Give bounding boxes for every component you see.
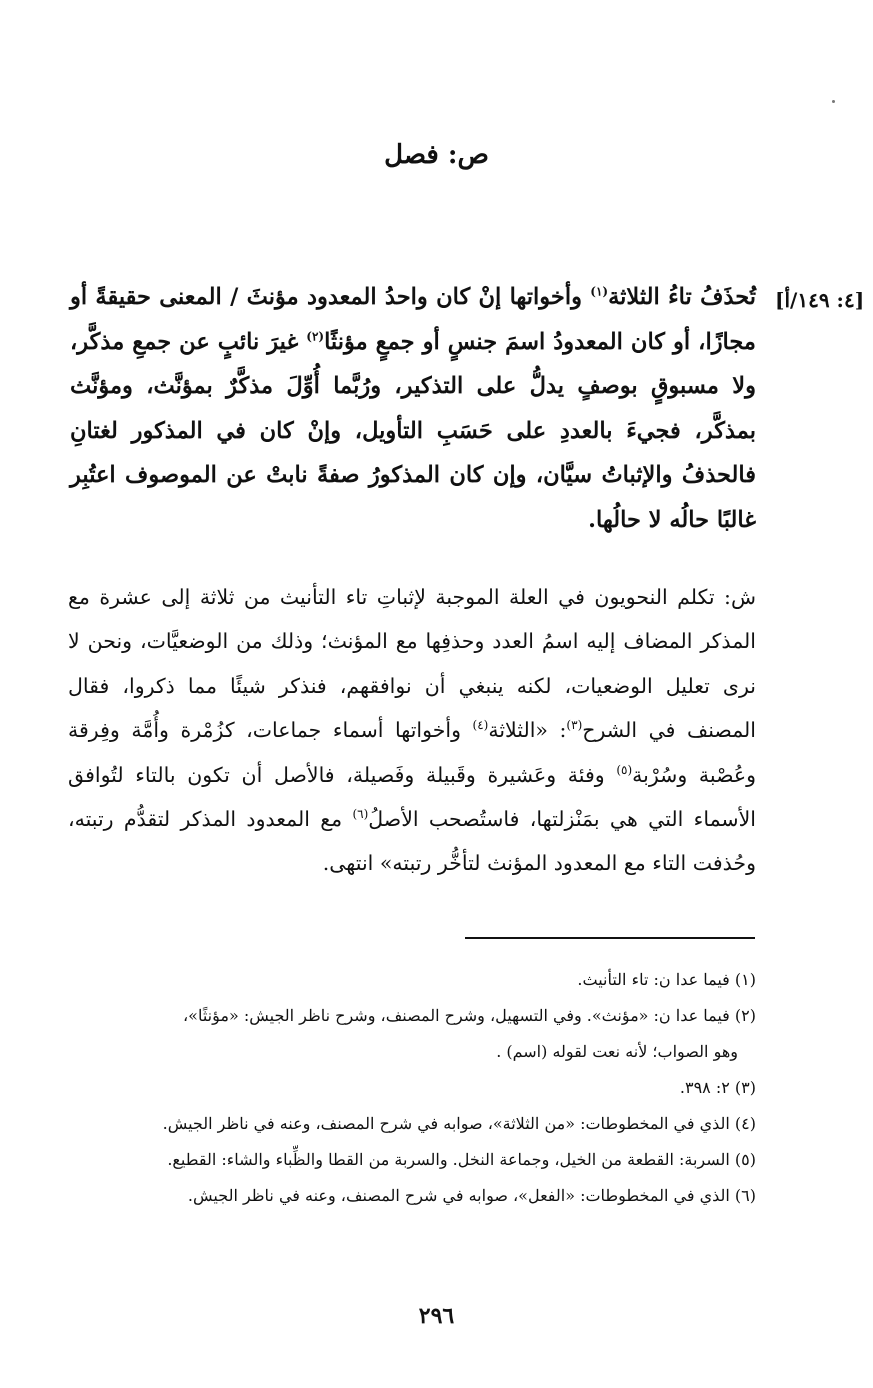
- matn-text-part: تُحذَفُ تاءُ الثلاثة: [608, 284, 756, 310]
- sharh-text-part: : «الثلاثة: [488, 718, 567, 743]
- footnote-1: (١) فيما عدا ن: تاء التأنيث.: [577, 970, 756, 989]
- sharh-text-part: وفئة وعَشيرة وقَبيلة وفَصيلة، فالأصل أن تكون بالتاء لتُوافق الأسماء التي هي بمَنْزلتها، فاستُصحب الأصلُ: [68, 762, 756, 832]
- footnote-marker: (٢): [306, 329, 325, 343]
- footnote-marker: (٥): [616, 762, 633, 777]
- page-number: ٢٩٦: [418, 1303, 455, 1329]
- footnote-4: (٤) الذي في المخطوطات: «من الثلاثة»، صوابه في شرح المصنف، وعنه في ناظر الجيش.: [162, 1114, 756, 1133]
- sharh-text-part: مع المعدود المذكر لتقدُّم رتبته، وحُذفت التاء مع المعدود المؤنث لتأخُّر رتبته» انتهى.: [68, 807, 756, 876]
- footnote-separator: [465, 937, 755, 939]
- footnote-3: (٣) ٢: ٣٩٨.: [679, 1078, 756, 1097]
- matn-text-part: غيرَ نائبٍ عن جمعِ مذكَّر، ولا مسبوقٍ بوصفٍ يدلُّ على التذكير، ورُبَّما أُوِّلَ مذكَّرٌ بمؤنَّث، ومؤنَّث بمذكَّر، فجيءَ بالعددِ على حَسَبِ التأويل، وإنْ كان في المذكور لغتانِ فالحذفُ والإثباتُ سيَّان، وإن كان المذكورُ صفةً نابتْ عن الموصوف اعتُبِر غالبًا حالُه لا حالُها.: [70, 328, 756, 533]
- scan-speck: [832, 100, 835, 103]
- sharh-text-part: ش: تكلم النحويون في العلة الموجبة لإثباتِ تاء التأنيث من ثلاثة إلى عشرة مع المذكر المضاف إليه اسمُ العدد وحذفِها مع المؤنث؛ وذلك من الوضعيَّات، ونحن لا نرى تعليل الوضعيات، لكنه ينبغي أن نوافقهم، فنذكر شيئًا مما ذكروا، فقال المصنف في الشرح: [68, 585, 756, 743]
- commentary-text-sharh: [68, 575, 756, 886]
- footnote-marker: (٦): [352, 807, 369, 822]
- footnote-5: (٥) السربة: القطعة من الخيل، وجماعة النخل. والسربة من القطا والظِّباء والشاء: القطيع.: [167, 1150, 756, 1169]
- footnote-marker: (١): [590, 284, 609, 299]
- sharh-text-part: وأخواتها أسماء جماعات، كزُمْرة وأُمَّة وفِرقة وعُصْبة وسُرْبة: [68, 718, 756, 787]
- footnote-marker: (٤): [472, 718, 489, 733]
- footnote-2-continuation: وهو الصواب؛ لأنه نعت لقوله (اسم) .: [496, 1042, 738, 1061]
- footnote-6: (٦) الذي في المخطوطات: «الفعل»، صوابه في شرح المصنف، وعنه في ناظر الجيش.: [187, 1186, 756, 1205]
- manuscript-folio-reference: [٤: ١٤٩/أ]: [775, 288, 865, 312]
- section-heading: ص: فصل: [384, 140, 489, 170]
- footnote-2: (٢) فيما عدا ن: «مؤنث». وفي التسهيل، وشرح المصنف، وشرح ناظر الجيش: «مؤنثًا»،: [183, 1006, 756, 1025]
- footnotes: [100, 962, 756, 1214]
- main-text-matn: [70, 275, 756, 542]
- matn-text-part: وأخواتها إنْ كان واحدُ المعدود مؤنثَ / المعنى حقيقةً أو مجازًا، أو كان المعدودُ اسمَ جنسٍ أو جمعٍ مؤنثًا: [70, 284, 756, 355]
- footnote-marker: (٣): [566, 718, 583, 733]
